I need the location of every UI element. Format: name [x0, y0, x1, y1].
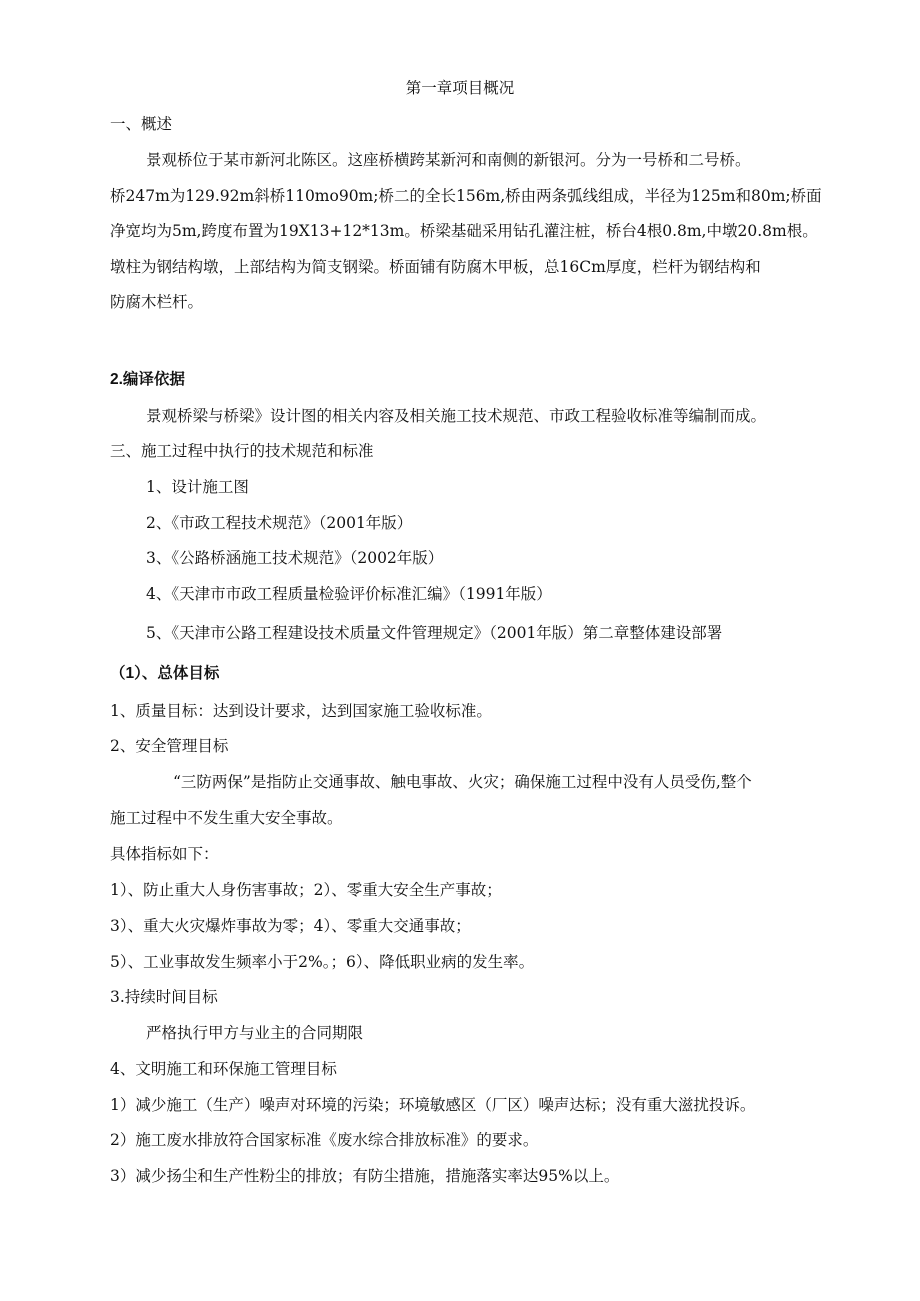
standard-item: 2、《市政工程技术规范》（2001年版）: [146, 514, 413, 532]
indicator-item: 5）、工业事故发生频率小于2%。；6）、降低职业病的发生率。: [110, 953, 535, 971]
standard-item: 5、《天津市公路工程建设技术质量文件管理规定》（2001年版）第二章整体建设部署: [146, 624, 723, 642]
indicators-heading: 具体指标如下：: [110, 845, 219, 863]
section-2-heading: 2.编译依据: [110, 371, 185, 388]
chapter-title: 第一章项目概况: [405, 79, 515, 97]
indicator-item: 3）、重大火灾爆炸事故为零；4）、零重大交通事故；: [110, 917, 471, 935]
section-3-heading: 三、施工过程中执行的技术规范和标准: [110, 442, 374, 460]
environment-item: 2）施工废水排放符合国家标准《废水综合排放标准》的要求。: [110, 1131, 539, 1149]
basis-paragraph: 景观桥梁与桥梁》设计图的相关内容及相关施工技术规范、市政工程验收标准等编制而成。: [146, 407, 767, 425]
duration-goal-paragraph: 严格执行甲方与业主的合同期限: [146, 1024, 364, 1042]
standard-item: 4、《天津市市政工程质量检验评价标准汇编》（1991年版）: [146, 585, 552, 603]
section-1-heading: 一、概述: [110, 115, 173, 133]
standard-item: 3、《公路桥涵施工技术规范》（2002年版）: [146, 549, 444, 567]
quality-goal: 1、质量目标：达到设计要求，达到国家施工验收标准。: [110, 702, 492, 720]
environment-item: 1）减少施工（生产）噪声对环境的污染；环境敏感区（厂区）噪声达标；没有重大滋扰投诉。: [110, 1096, 756, 1114]
overall-goals-heading: （1）、总体目标: [110, 665, 220, 682]
safety-paragraph-line-1: “三防两保”是指防止交通事故、触电事故、火灾；确保施工过程中没有人员受伤,整个: [173, 773, 752, 791]
overview-line-4: 墩柱为钢结构墩，上部结构为简支钢梁。桥面铺有防腐木甲板，总16Cm厚度，栏杆为钢结构和: [110, 258, 761, 276]
standard-item: 1、设计施工图: [146, 478, 249, 496]
overview-line-1: 景观桥位于某市新河北陈区。这座桥横跨某新河和南侧的新银河。分为一号桥和二号桥。: [146, 151, 751, 169]
environment-item: 3）减少扬尘和生产性粉尘的排放；有防尘措施，措施落实率达95%以上。: [110, 1167, 620, 1185]
overview-line-3: 净宽均为5m,跨度布置为19X13+12*13m。桥梁基础采用钻孔灌注桩，桥台4根0.8m,中墩20.8m根。: [110, 222, 818, 240]
overview-line-5: 防腐木栏杆。: [110, 293, 204, 311]
duration-goal-heading: 3.持续时间目标: [110, 988, 218, 1006]
environment-goal-heading: 4、文明施工和环保施工管理目标: [110, 1060, 337, 1078]
overview-line-2: 桥247m为129.92m斜桥110mo90m;桥二的全长156m,桥由两条弧线组成，半径为125m和80m;桥面: [110, 187, 822, 205]
safety-goal-heading: 2、安全管理目标: [110, 737, 229, 755]
indicator-item: 1）、防止重大人身伤害事故；2）、零重大安全生产事故；: [110, 881, 502, 899]
safety-paragraph-line-2: 施工过程中不发生重大安全事故。: [110, 809, 343, 827]
